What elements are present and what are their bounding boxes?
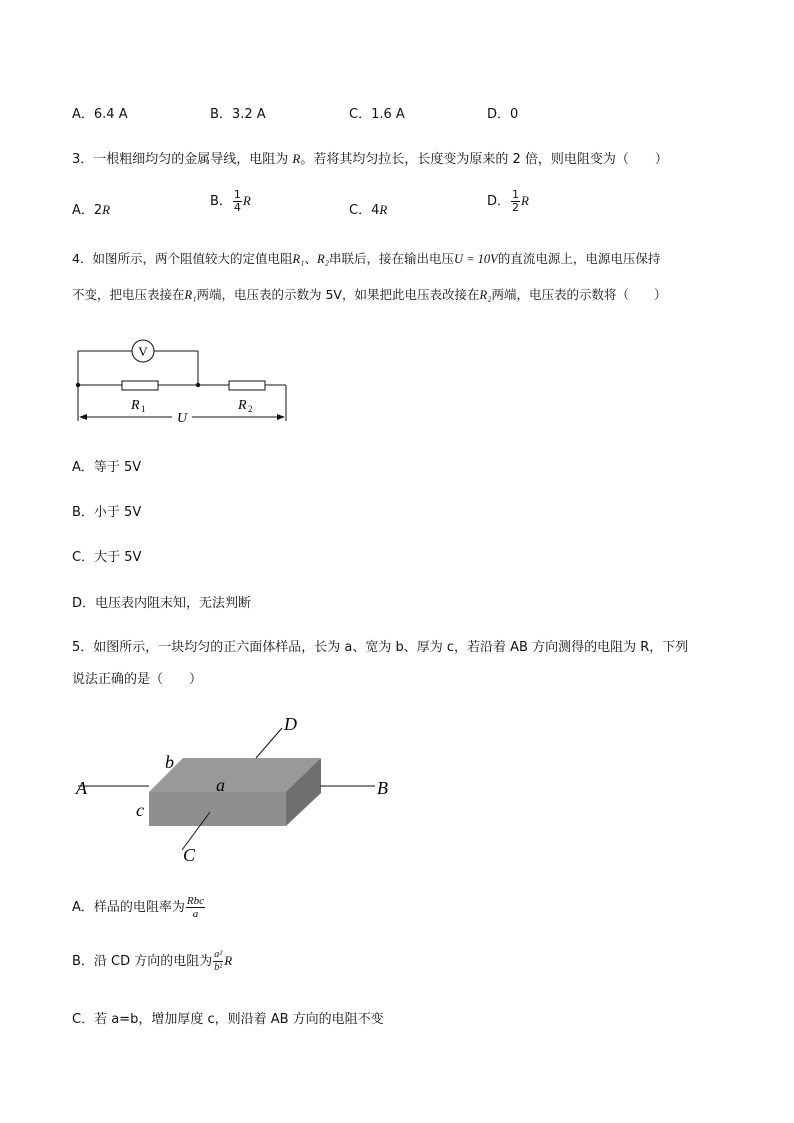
q5-option-a: A．样品的电阻率为 $\frac{\text{Rbc}}{a}$ xyxy=(72,895,205,920)
q4-stem-line2: 不变，把电压表接在R₁两端，电压表的示数为 5V，如果把此电压表改接在R₂两端，电压表的示数将（ ） xyxy=(72,287,667,302)
label-d-endpoint: D xyxy=(284,714,297,734)
label-a-length: a xyxy=(216,775,225,795)
r2-label: R xyxy=(238,398,247,413)
label-c-thickness: c xyxy=(136,800,144,820)
circuit-node xyxy=(76,383,80,387)
q4-option-d: D．电压表内阻末知，无法判断 xyxy=(72,596,252,611)
q4-circuit-figure xyxy=(72,335,292,430)
voltmeter-label: V xyxy=(138,344,148,359)
q2-option-a: A．6.4 A xyxy=(72,107,128,122)
block-front-face xyxy=(149,792,286,826)
q2-option-d: D．0 xyxy=(487,107,519,122)
u-arrow-head-right xyxy=(277,414,285,420)
q4-option-b: B．小于 5V xyxy=(72,505,142,520)
q3-option-d: D． $\frac{1}{2}$ R xyxy=(487,188,529,214)
q5-option-b: B．沿 CD 方向的电阻为 $\frac{\text{a²}}{\text{b²}}$ R xyxy=(72,949,233,973)
q5-block-figure xyxy=(70,708,400,868)
q3-option-c: C．4R xyxy=(349,202,388,218)
resistor-r1-symbol xyxy=(122,381,158,390)
q4-stem-line1: 4．如图所示，两个阻值较大的定值电阻R₁、R₂串联后，接在输出电压U = 10V的直流电源上，电源电压保持 xyxy=(72,251,661,266)
q2-option-c: C．1.6 A xyxy=(349,107,405,122)
q5-option-c: C．若 a=b，增加厚度 c，则沿着 AB 方向的电阻不变 xyxy=(72,1012,384,1027)
q5-stem-line1: 5．如图所示，一块均匀的正六面体样品，长为 a、宽为 b、厚为 c，若沿着 AB 方向测得的电阻为 R，下列 xyxy=(72,640,689,655)
q4-option-a: A．等于 5V xyxy=(72,460,142,475)
q3-stem: 3．一根粗细均匀的金属导线，电阻为 R。若将其均匀拉长，长度变为原来的 2 倍，则电阻变为（ ） xyxy=(72,151,668,167)
q3-option-b: B． $\frac{1}{4}$ R xyxy=(210,188,251,214)
q2-option-b: B．3.2 A xyxy=(210,107,266,122)
label-b-width: b xyxy=(165,752,174,772)
label-a-endpoint: A xyxy=(76,778,87,798)
r1-label: R xyxy=(131,398,140,413)
label-b-endpoint: B xyxy=(377,778,388,798)
r1-subscript: 1 xyxy=(141,404,146,414)
circuit-node xyxy=(196,383,200,387)
u-label: U xyxy=(176,411,188,426)
q5-stem-line2: 说法正确的是（ ） xyxy=(72,672,203,687)
u-arrow-head-left xyxy=(79,414,87,420)
r2-subscript: 2 xyxy=(248,404,253,414)
label-c-endpoint: C xyxy=(183,845,196,865)
lead-d-line xyxy=(256,728,282,758)
resistor-r2-symbol xyxy=(229,381,265,390)
q3-option-a: A．2R xyxy=(72,202,111,218)
q4-option-c: C．大于 5V xyxy=(72,550,142,565)
